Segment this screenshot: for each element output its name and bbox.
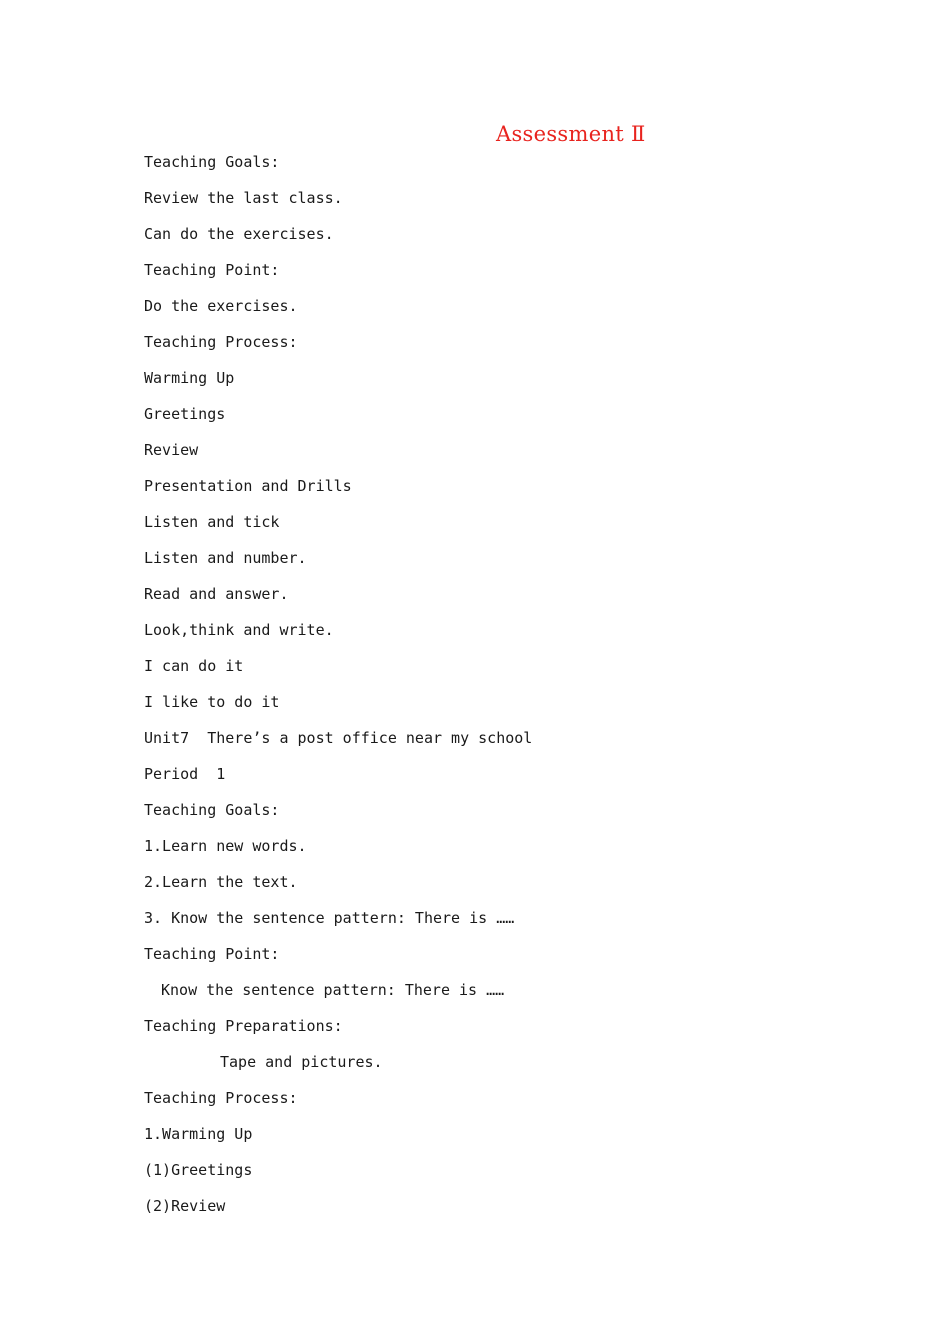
process-step: Read and answer. xyxy=(144,585,289,603)
process-step: Presentation and Drills xyxy=(144,477,352,495)
point-item: Know the sentence pattern: There is …… xyxy=(161,981,505,999)
unit-heading: Unit7 There’s a post office near my school xyxy=(144,729,533,747)
goal-item: Review the last class. xyxy=(144,189,343,207)
process-step: I can do it xyxy=(144,657,244,675)
heading-teaching-preparations: Teaching Preparations: xyxy=(144,1017,343,1035)
process-step: Greetings xyxy=(144,405,226,423)
point-item: Do the exercises. xyxy=(144,297,298,315)
process-step: Look,think and write. xyxy=(144,621,334,639)
process-step: Review xyxy=(144,441,199,459)
heading-teaching-goals: Teaching Goals: xyxy=(144,801,280,819)
document-body xyxy=(144,150,844,1230)
process-step: Listen and tick xyxy=(144,513,280,531)
process-substep: (1)Greetings xyxy=(144,1161,253,1179)
heading-teaching-goals: Teaching Goals: xyxy=(144,153,280,171)
process-step: Warming Up xyxy=(144,369,235,387)
process-step: Listen and number. xyxy=(144,549,307,567)
process-substep: (2)Review xyxy=(144,1197,226,1215)
goal-item: 3. Know the sentence pattern: There is …… xyxy=(144,909,515,927)
goal-item: Can do the exercises. xyxy=(144,225,334,243)
period-heading: Period 1 xyxy=(144,765,226,783)
heading-teaching-process: Teaching Process: xyxy=(144,1089,298,1107)
process-step: I like to do it xyxy=(144,693,280,711)
heading-teaching-process: Teaching Process: xyxy=(144,333,298,351)
goal-item: 1.Learn new words. xyxy=(144,837,307,855)
heading-teaching-point: Teaching Point: xyxy=(144,261,280,279)
process-step: 1.Warming Up xyxy=(144,1125,253,1143)
document-title: Assessment Ⅱ xyxy=(496,122,646,146)
goal-item: 2.Learn the text. xyxy=(144,873,298,891)
preparation-item: Tape and pictures. xyxy=(220,1053,383,1071)
heading-teaching-point: Teaching Point: xyxy=(144,945,280,963)
